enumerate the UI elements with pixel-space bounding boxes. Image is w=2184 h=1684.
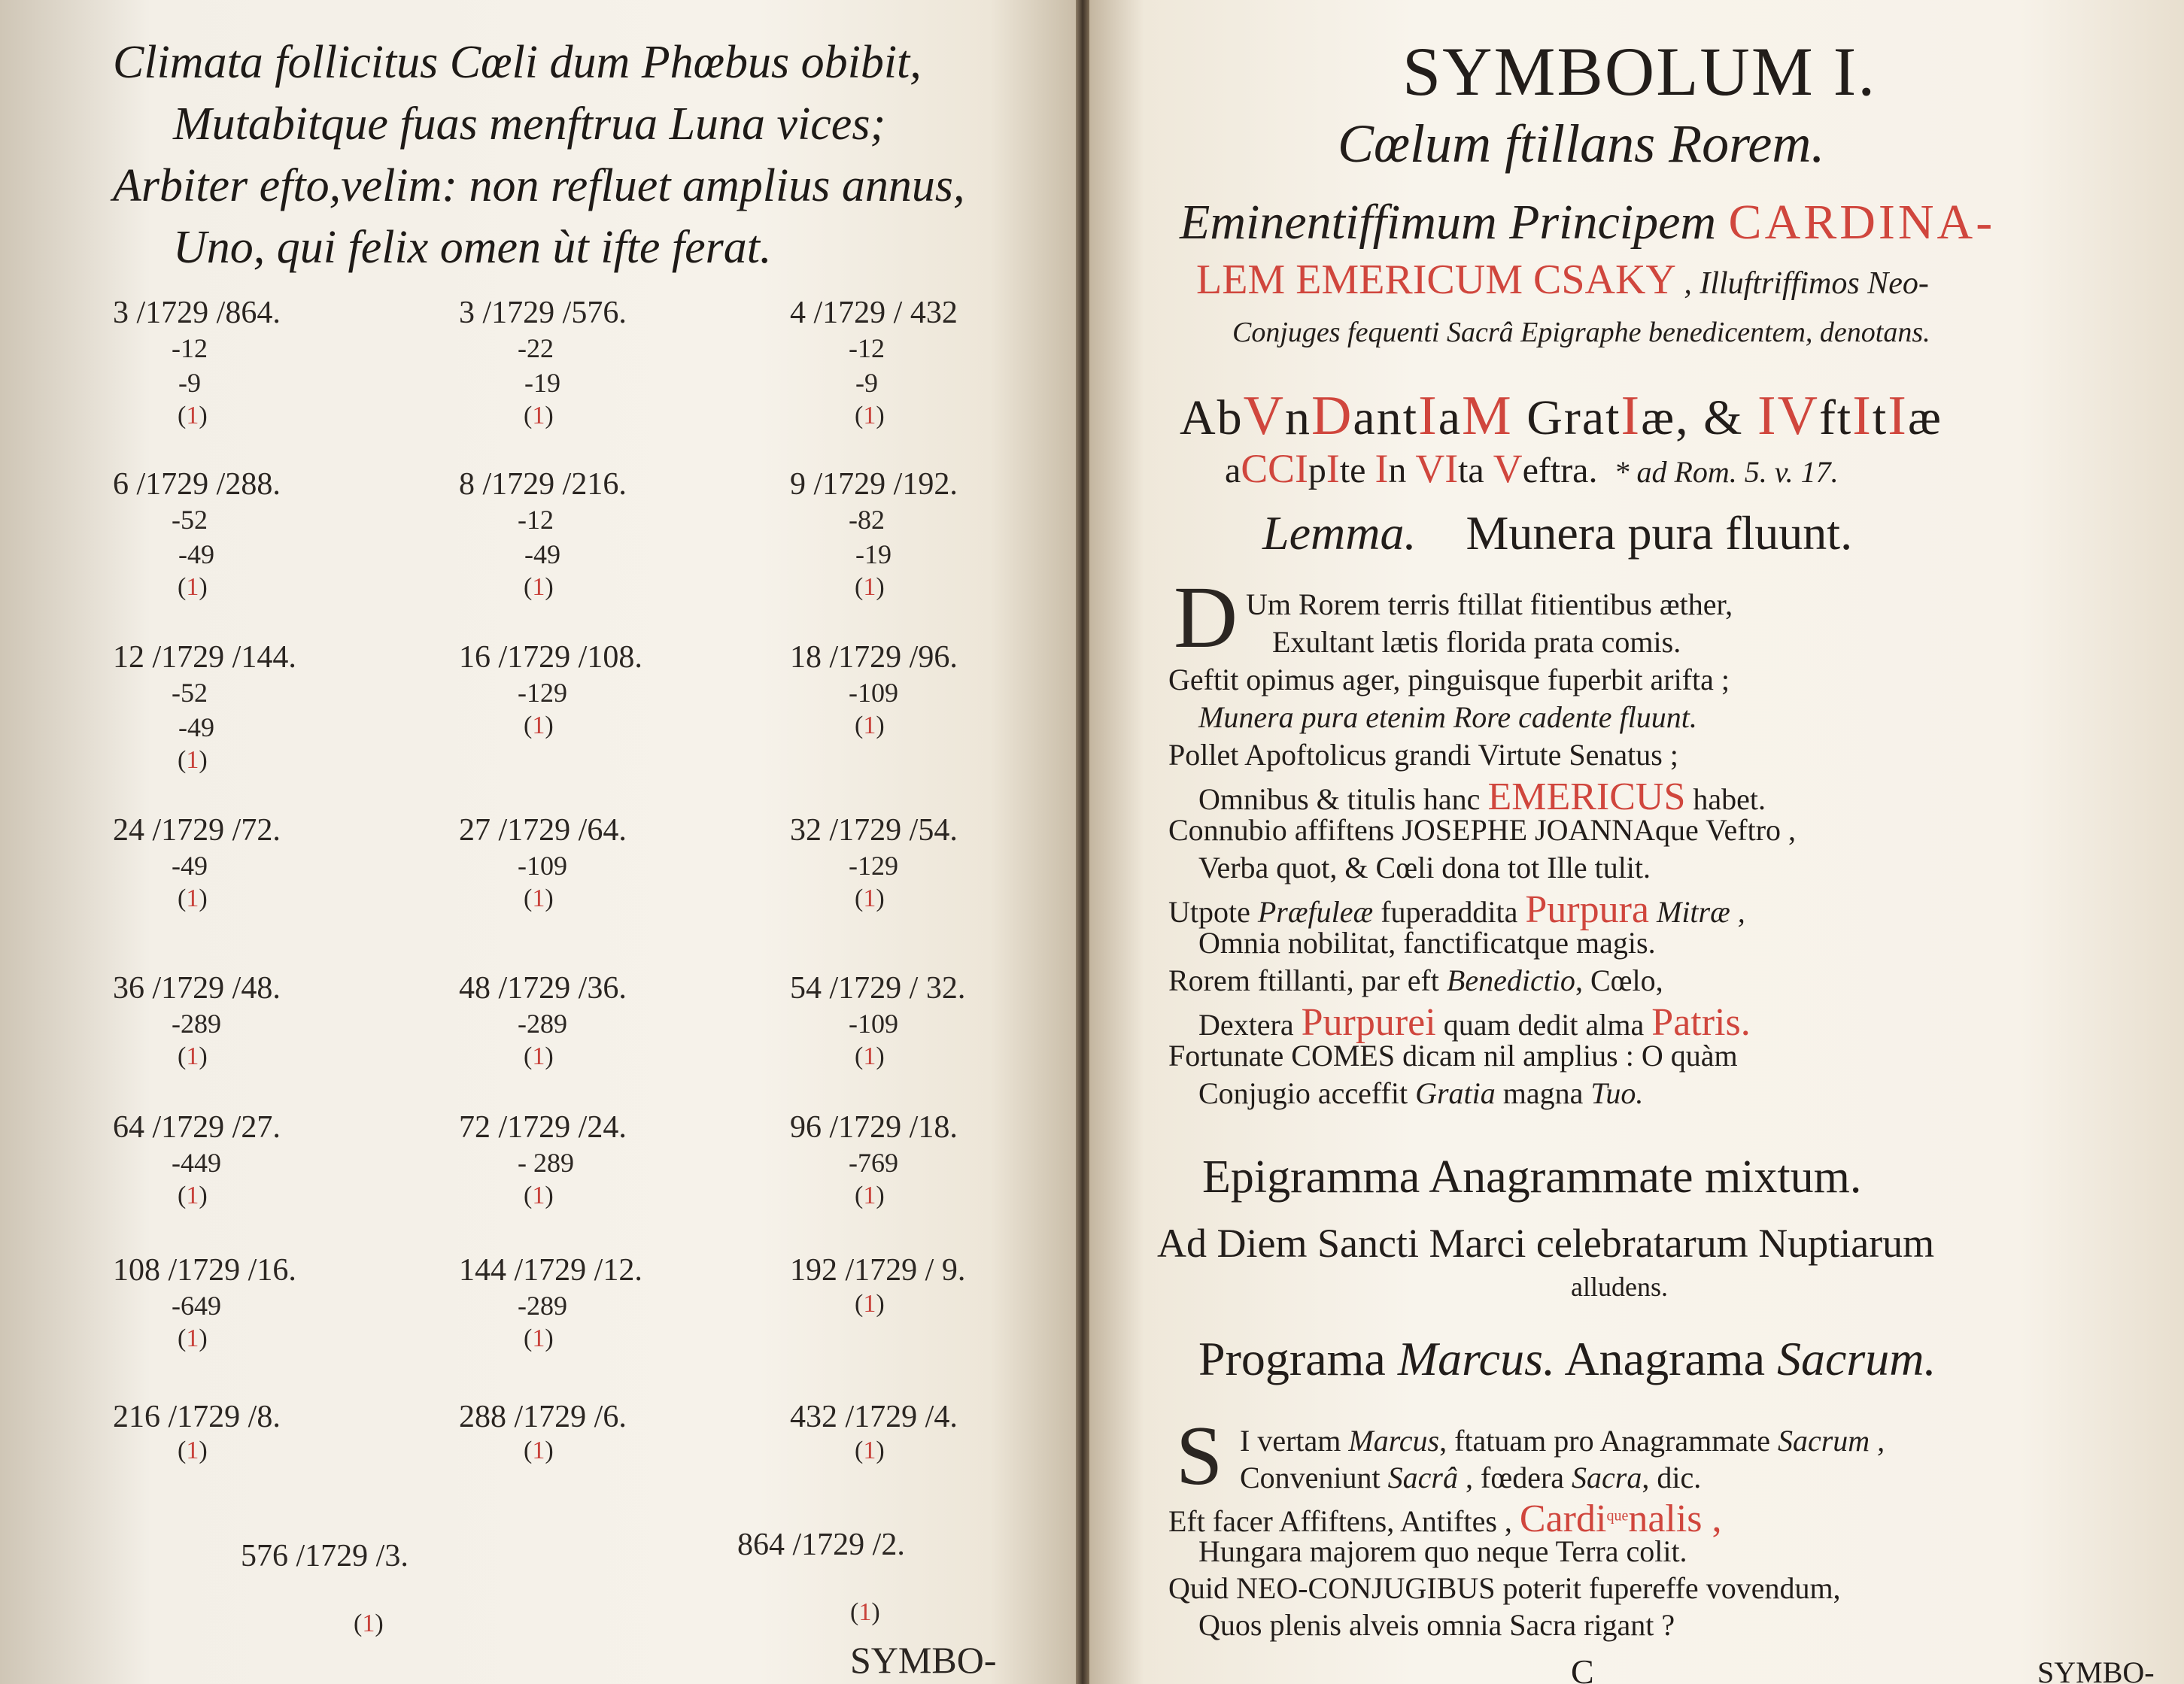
division-result: (1) (855, 1290, 885, 1318)
chronogram-numeral: I (1621, 384, 1642, 446)
poem-word-run: Rorem ftillanti, par eft (1168, 963, 1447, 997)
poem-word-run: Munera pura etenim Rore cadente fluunt. (1198, 700, 1697, 734)
epigram-subtitle: Ad Diem Sancti Marci celebratarum Nuptiarum (1157, 1221, 1935, 1266)
division-result: (1) (178, 1182, 208, 1209)
poem-line (1240, 1423, 1885, 1458)
division-entry (459, 639, 707, 778)
result-digit: 1 (532, 1042, 545, 1070)
poem-word-run: Eft facer Affiftens, Antiftes , (1168, 1504, 1520, 1538)
division-expression: 27 /1729 /64. (459, 813, 627, 848)
poem-word-run: Cardi (1519, 1497, 1607, 1540)
result-digit: 1 (532, 573, 545, 601)
chronogram-letters: æ (1907, 390, 1943, 445)
division-expression: 3 /1729 /864. (113, 296, 281, 330)
signature-mark: C (1571, 1652, 1594, 1684)
result-digit: 1 (863, 1437, 876, 1464)
poem-line (1168, 1570, 1841, 1606)
chronogram-numeral: V (1493, 446, 1523, 491)
division-entry (113, 1399, 361, 1538)
dedication-name: CARDINA- (1728, 195, 1996, 250)
poem-line (1168, 662, 1730, 697)
chronogram-reference: * ad Rom. 5. v. 17. (1614, 455, 1839, 489)
poem-word-run: EMERICUS (1487, 775, 1686, 818)
lemma-line (1262, 505, 1852, 561)
epigram-subtitle-2: alludens. (1571, 1272, 1668, 1302)
division-result: (1) (855, 1042, 885, 1070)
poem-word-run: Gratia (1415, 1076, 1496, 1110)
division-entry (113, 812, 361, 951)
result-digit: 1 (186, 1182, 199, 1209)
division-remainder: -109 (518, 851, 567, 881)
division-entry (459, 1109, 707, 1249)
poem-word-run: Um Rorem terris ftillat fitientibus æther, (1246, 587, 1733, 621)
division-entry (113, 970, 361, 1109)
division-expression: 24 /1729 /72. (113, 813, 281, 848)
division-expression: 36 /1729 /48. (113, 971, 281, 1006)
chronogram-line-2 (1225, 445, 1839, 492)
division-result: (1) (178, 1042, 208, 1070)
division-remainder: -449 (172, 1148, 221, 1178)
division-remainder: -129 (849, 851, 898, 881)
programa-word: Marcus. (1397, 1332, 1555, 1385)
book-gutter (1076, 0, 1089, 1684)
result-digit: 1 (186, 884, 199, 912)
poem-word-run: magna (1495, 1076, 1591, 1110)
result-digit: 1 (863, 1042, 876, 1070)
chronogram-letters: Grat (1512, 390, 1621, 445)
division-expression: 8 /1729 /216. (459, 467, 627, 502)
division-remainder: -649 (172, 1291, 221, 1321)
division-expression: 54 /1729 / 32. (790, 971, 966, 1006)
division-result: (1) (850, 1598, 880, 1626)
chronogram-letters: ft (1818, 390, 1853, 445)
division-remainder: -12 -9 (849, 333, 885, 398)
division-remainder: - 289 (518, 1148, 574, 1178)
poem-word-run: quam dedit alma (1435, 1008, 1652, 1042)
result-digit: 1 (863, 884, 876, 912)
poem-line (1168, 963, 1663, 998)
division-expression: 16 /1729 /108. (459, 640, 642, 675)
poem-line (1198, 1534, 1687, 1569)
verse-line-2: Mutabitque fuas menftrua Luna vices; (173, 99, 886, 150)
division-entry (790, 1399, 1038, 1538)
chronogram-letters: ta (1458, 451, 1493, 490)
poem-word-run: Omnibus & titulis hanc (1198, 782, 1488, 816)
poem-word-run: Connubio affiftens JOSEPHE JOANNAque Veftro , (1168, 813, 1797, 847)
division-expression: 12 /1729 /144. (113, 640, 296, 675)
poem-word-run: Sacrum , (1777, 1424, 1885, 1458)
division-expression: 3 /1729 /576. (459, 296, 627, 330)
poem-word-run: I vertam (1240, 1424, 1349, 1458)
result-digit: 1 (186, 1324, 199, 1352)
division-entry (790, 466, 1038, 605)
poem-word-run: Conjugio acceffit (1198, 1076, 1416, 1110)
result-digit: 1 (863, 402, 876, 429)
division-remainder: -12 -49 (518, 505, 560, 569)
division-result: (1) (524, 1324, 554, 1352)
drop-cap-s: S (1176, 1409, 1223, 1503)
chronogram-letters: a (1225, 451, 1241, 490)
division-entry (790, 970, 1038, 1109)
programa-label: Programa (1198, 1332, 1398, 1385)
poem-word-run: Præfuleæ (1257, 895, 1374, 929)
poem-word-run: Geftit opimus ager, pinguisque fuperbit arifta ; (1168, 663, 1730, 696)
chronogram-numeral: CCI (1241, 446, 1308, 491)
verse-line-3: Arbiter efto,velim: non refluet amplius annus, (113, 160, 965, 211)
division-expression: 18 /1729 /96. (790, 640, 958, 675)
chronogram-letters: te (1339, 451, 1375, 490)
division-result: (1) (178, 884, 208, 912)
chronogram-letters: a (1438, 390, 1462, 445)
division-result: (1) (524, 1437, 554, 1464)
poem-word-run: Purpurei (1301, 1001, 1436, 1044)
poem-word-run: Mitræ , (1649, 895, 1745, 929)
poem-word-run: Quid NEO-CONJUGIBUS poterit fupereffe vovendum, (1168, 1571, 1841, 1605)
division-entry (459, 812, 707, 951)
chronogram-numeral: I (1374, 446, 1389, 491)
poem-word-run: Marcus (1348, 1424, 1440, 1458)
result-digit: 1 (186, 746, 199, 774)
division-result: (1) (524, 573, 554, 601)
division-expression: 72 /1729 /24. (459, 1110, 627, 1145)
result-digit: 1 (362, 1610, 375, 1637)
catchword-right: SYMBO- (2037, 1655, 2155, 1684)
catchword: SYMBO- (850, 1639, 997, 1681)
dedication-text: Eminentiffimum Principem (1180, 195, 1729, 250)
chronogram-text (1225, 446, 1598, 491)
result-digit: 1 (858, 1598, 872, 1626)
division-entry (113, 466, 361, 605)
division-result: (1) (524, 884, 554, 912)
division-entry (790, 639, 1038, 778)
division-remainder: -52 -49 (172, 505, 214, 569)
division-expression: 108 /1729 /16. (113, 1253, 296, 1288)
division-remainder: -52 -49 (172, 678, 214, 742)
poem-line (1198, 1607, 1675, 1643)
division-expression: 216 /1729 /8. (113, 1400, 281, 1434)
division-expression: 48 /1729 /36. (459, 971, 627, 1006)
poem-word-run: Benedictio (1446, 963, 1575, 997)
result-digit: 1 (186, 573, 199, 601)
lemma-text: Munera pura fluunt. (1466, 506, 1853, 560)
division-result: (1) (524, 1042, 554, 1070)
division-remainder: -12 -9 (172, 333, 208, 398)
chronogram-letters: æ, & (1641, 390, 1757, 445)
result-digit: 1 (532, 1437, 545, 1464)
result-digit: 1 (532, 1324, 545, 1352)
division-result: (1) (178, 573, 208, 601)
division-result: (1) (178, 402, 208, 429)
result-digit: 1 (532, 402, 545, 429)
chronogram-numeral: I (1326, 446, 1340, 491)
division-entry (790, 1109, 1038, 1249)
division-entry (459, 970, 707, 1109)
lemma-label: Lemma. (1262, 506, 1417, 560)
division-remainder: -82 -19 (849, 505, 892, 569)
division-expression: 192 /1729 / 9. (790, 1253, 966, 1288)
subtitle: Cœlum ftillans Rorem. (1338, 114, 1825, 174)
epigram-title: Epigramma Anagrammate mixtum. (1202, 1151, 1862, 1203)
left-page (0, 0, 1076, 1684)
poem-line (1198, 850, 1651, 885)
poem-word-run: Pollet Apoftolicus grandi Virtute Senatus ; (1168, 738, 1678, 772)
division-entry (459, 1252, 707, 1391)
dedication-line-2 (1196, 256, 1929, 304)
result-digit: 1 (186, 1042, 199, 1070)
poem-line (1272, 624, 1681, 660)
division-remainder: -769 (849, 1148, 898, 1178)
result-digit: 1 (863, 1290, 876, 1318)
poem-word-run: nalis , (1628, 1497, 1722, 1540)
poem-word-run: Hungara majorem quo neque Terra colit. (1198, 1534, 1687, 1568)
chronogram-numeral: I (1852, 384, 1873, 446)
division-expression: 576 /1729 /3. (241, 1539, 409, 1573)
division-result: (1) (178, 746, 208, 774)
division-entry (459, 295, 707, 434)
poem-line (1168, 737, 1678, 772)
chronogram-numeral: VI (1415, 446, 1459, 491)
poem-word-run: Dextera (1198, 1008, 1302, 1042)
drop-cap-d: D (1174, 568, 1238, 666)
division-entry (790, 295, 1038, 434)
division-entry (113, 295, 361, 434)
result-digit: 1 (186, 402, 199, 429)
poem-word-run: Fortunate COMES dicam nil amplius : O quàm (1168, 1039, 1738, 1073)
division-expression: 32 /1729 /54. (790, 813, 958, 848)
result-digit: 1 (186, 1437, 199, 1464)
division-entry (790, 1252, 1038, 1391)
result-digit: 1 (863, 712, 876, 739)
division-result: (1) (855, 1182, 885, 1209)
division-remainder: -289 (172, 1009, 221, 1039)
chronogram-letters: n (1285, 390, 1312, 445)
poem-line (1168, 812, 1796, 848)
division-remainder: -109 (849, 1009, 898, 1039)
poem-word-run: Conveniunt (1240, 1461, 1388, 1494)
poem-word-run: que (1606, 1507, 1629, 1525)
division-remainder: -289 (518, 1009, 567, 1039)
division-entry (790, 812, 1038, 951)
poem-word-run: fuperaddita (1373, 895, 1526, 929)
result-digit: 1 (532, 1182, 545, 1209)
poem-line (1198, 1076, 1643, 1111)
division-entry (113, 1109, 361, 1249)
division-remainder: -49 (172, 851, 208, 881)
programa-line (1198, 1331, 1936, 1387)
division-result: (1) (855, 1437, 885, 1464)
dedication-name-2: LEM EMERICUM CSAKY (1196, 256, 1676, 303)
division-result: (1) (855, 573, 885, 601)
anagrama-label: Anagrama (1554, 1332, 1777, 1385)
poem-word-run: Sacra (1572, 1461, 1642, 1494)
right-page (1089, 0, 2184, 1684)
chronogram-letters: t (1872, 390, 1888, 445)
chronogram-numeral: I (1888, 384, 1908, 446)
poem-line (1168, 1038, 1738, 1073)
poem-word-run: , dic. (1642, 1461, 1702, 1494)
poem-word-run: Purpura (1525, 888, 1649, 931)
poem-word-run: Sacrâ (1387, 1461, 1458, 1494)
division-entry (459, 466, 707, 605)
division-result: (1) (524, 1182, 554, 1209)
poem-word-run: , Cœlo, (1575, 963, 1663, 997)
poem-word-run: Tuo. (1590, 1076, 1644, 1110)
chronogram-letters: n (1388, 451, 1416, 490)
division-remainder: -109 (849, 678, 898, 708)
poem-word-run: Verba quot, & Cœli dona tot Ille tulit. (1198, 851, 1651, 884)
division-expression: 96 /1729 /18. (790, 1110, 958, 1145)
division-remainder: -129 (518, 678, 567, 708)
poem-word-run: Exultant lætis florida prata comis. (1272, 625, 1681, 659)
division-remainder: -289 (518, 1291, 567, 1321)
chronogram-line-1 (1180, 384, 1943, 448)
poem-word-run: habet. (1685, 782, 1766, 816)
verse-line-1: Climata follicitus Cœli dum Phœbus obibit, (113, 37, 922, 88)
verse-line-4: Uno, qui felix omen ùt ifte ferat. (173, 222, 772, 273)
division-result: (1) (178, 1324, 208, 1352)
poem-word-run: Omnia nobilitat, fanctificatque magis. (1198, 926, 1656, 960)
poem-word-run: Patris. (1651, 1001, 1751, 1044)
chronogram-letters: eftra. (1522, 451, 1598, 490)
result-digit: 1 (863, 1182, 876, 1209)
division-expression: 64 /1729 /27. (113, 1110, 281, 1145)
poem-line (1198, 699, 1697, 735)
chronogram-numeral: IV (1757, 384, 1819, 446)
poem-line (1246, 587, 1733, 622)
chronogram-numeral: M (1461, 384, 1513, 446)
result-digit: 1 (863, 573, 876, 601)
poem-word-run: Utpote (1168, 895, 1258, 929)
dedication-line-3: Conjuges fequenti Sacrâ Epigraphe benedicentem, denotans. (1232, 317, 1930, 348)
division-expression: 864 /1729 /2. (737, 1528, 905, 1562)
chronogram-letters: Ab (1180, 390, 1244, 445)
poem-word-run: , fœdera (1458, 1461, 1572, 1494)
division-result: (1) (354, 1610, 384, 1637)
chronogram-numeral: D (1311, 384, 1353, 446)
division-expression: 4 /1729 / 432 (790, 296, 958, 330)
division-result: (1) (855, 402, 885, 429)
division-expression: 9 /1729 /192. (790, 467, 958, 502)
division-entry (113, 639, 361, 778)
division-expression: 288 /1729 /6. (459, 1400, 627, 1434)
division-expression: 432 /1729 /4. (790, 1400, 958, 1434)
dedication-line-1 (1180, 194, 1995, 251)
chronogram-letters: p (1308, 451, 1326, 490)
division-remainder: -22 -19 (518, 333, 560, 398)
poem-word-run: Quos plenis alveis omnia Sacra rigant ? (1198, 1608, 1675, 1642)
result-digit: 1 (532, 712, 545, 739)
division-result: (1) (524, 402, 554, 429)
division-entry-final (241, 1538, 489, 1677)
chronogram-numeral: V (1243, 384, 1286, 446)
division-expression: 144 /1729 /12. (459, 1253, 642, 1288)
division-result: (1) (855, 712, 885, 739)
result-digit: 1 (532, 884, 545, 912)
division-result: (1) (524, 712, 554, 739)
anagrama-word: Sacrum. (1776, 1332, 1936, 1385)
poem-line (1240, 1460, 1701, 1495)
division-entry (113, 1252, 361, 1391)
division-result: (1) (855, 884, 885, 912)
chronogram-letters: ant (1353, 390, 1419, 445)
poem-word-run: , ftatuam pro Anagrammate (1439, 1424, 1778, 1458)
division-result: (1) (178, 1437, 208, 1464)
page-title: SYMBOLUM I. (1402, 33, 1877, 110)
dedication-text-2: , Illuftriffimos Neo- (1675, 266, 1929, 301)
poem-line (1198, 925, 1656, 960)
division-entry (459, 1399, 707, 1538)
chronogram-numeral: I (1418, 384, 1438, 446)
division-expression: 6 /1729 /288. (113, 467, 281, 502)
